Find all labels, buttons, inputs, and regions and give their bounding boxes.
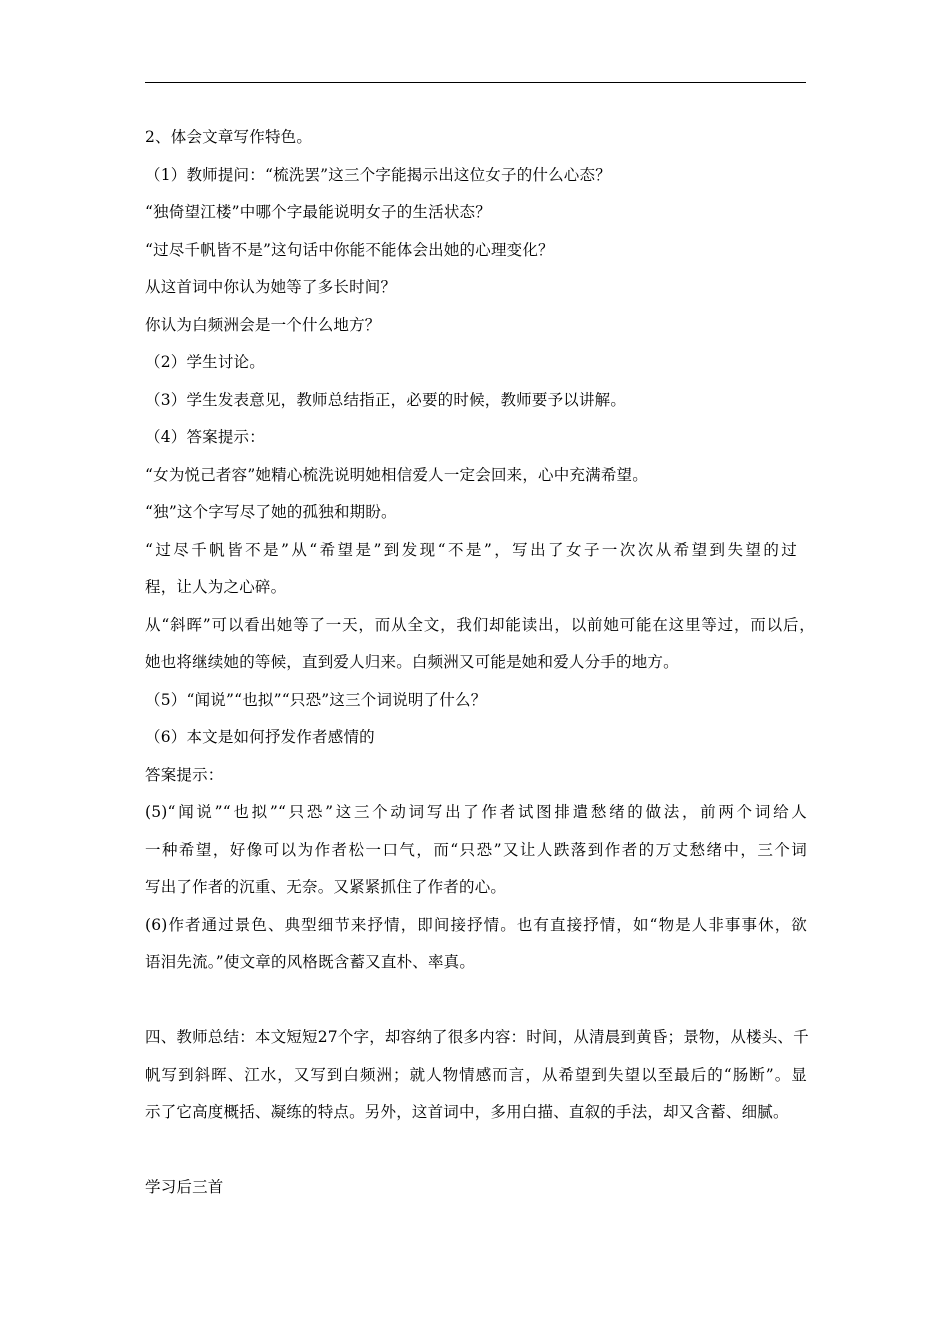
answer-heading: 答案提示：: [145, 766, 224, 784]
question-line: 你认为白频洲会是一个什么地方？: [145, 316, 381, 334]
header-rule: [145, 82, 806, 83]
question-line: “过尽千帆皆不是”这句话中你能不能体会出她的心理变化？: [145, 241, 554, 259]
answer-line: 她也将继续她的等候，直到爱人归来。白频洲又可能是她和爱人分手的地方。: [145, 653, 679, 671]
section-heading-2: 2、体会文章写作特色。: [145, 128, 313, 146]
summary-line: 四、教师总结：本文短短27个字，却容纳了很多内容：时间，从清晨到黄昏；景物，从楼头、千: [145, 1028, 809, 1046]
answer-line: 程，让人为之心碎。: [145, 578, 287, 596]
question-line: 从这首词中你认为她等了多长时间？: [145, 278, 397, 296]
answer-6-line: (6)作者通过景色、典型细节来抒情，即间接抒情。也有直接抒情，如“物是人非事事休，欲: [145, 916, 807, 934]
summary-line: 示了它高度概括、凝练的特点。另外，这首词中，多用白描、直叙的手法，却又含蓄、细腻。: [145, 1103, 789, 1121]
step-2: （2）学生讨论。: [145, 353, 265, 371]
answer-line: “女为悦己者容”她精心梳洗说明她相信爱人一定会回来，心中充满希望。: [145, 466, 648, 484]
next-section-heading: 学习后三首: [145, 1178, 224, 1196]
question-6: （6）本文是如何抒发作者感情的: [145, 728, 375, 746]
answer-line: “独”这个字写尽了她的孤独和期盼。: [145, 503, 397, 521]
answer-5-line: 写出了作者的沉重、无奈。又紧紧抓住了作者的心。: [145, 878, 507, 896]
question-5: （5）“闻说”“也拟”“只恐”这三个词说明了什么？: [145, 691, 487, 709]
answer-6-line: 语泪先流。”使文章的风格既含蓄又直朴、率真。: [145, 953, 476, 971]
question-1: （1）教师提问：“梳洗罢”这三个字能揭示出这位女子的什么心态？: [145, 166, 611, 184]
answer-5-line: (5)“闻说”“也拟”“只恐”这三个动词写出了作者试图排遣愁绪的做法，前两个词给人: [145, 803, 807, 821]
summary-line: 帆写到斜晖、江水，又写到白频洲；就人物情感而言，从希望到失望以至最后的“肠断”。显: [145, 1066, 807, 1084]
answer-line: “过尽千帆皆不是”从“希望是”到发现“不是”，写出了女子一次次从希望到失望的过: [145, 541, 797, 559]
answer-line: 从“斜晖”可以看出她等了一天，而从全文，我们却能读出，以前她可能在这里等过，而以后，: [145, 616, 815, 634]
step-3: （3）学生发表意见，教师总结指正，必要的时候，教师要予以讲解。: [145, 391, 627, 409]
answer-5-line: 一种希望，好像可以为作者松一口气，而“只恐”又让人跌落到作者的万丈愁绪中，三个词: [145, 841, 807, 859]
question-line: “独倚望江楼”中哪个字最能说明女子的生活状态？: [145, 203, 491, 221]
step-4: （4）答案提示：: [145, 428, 265, 446]
